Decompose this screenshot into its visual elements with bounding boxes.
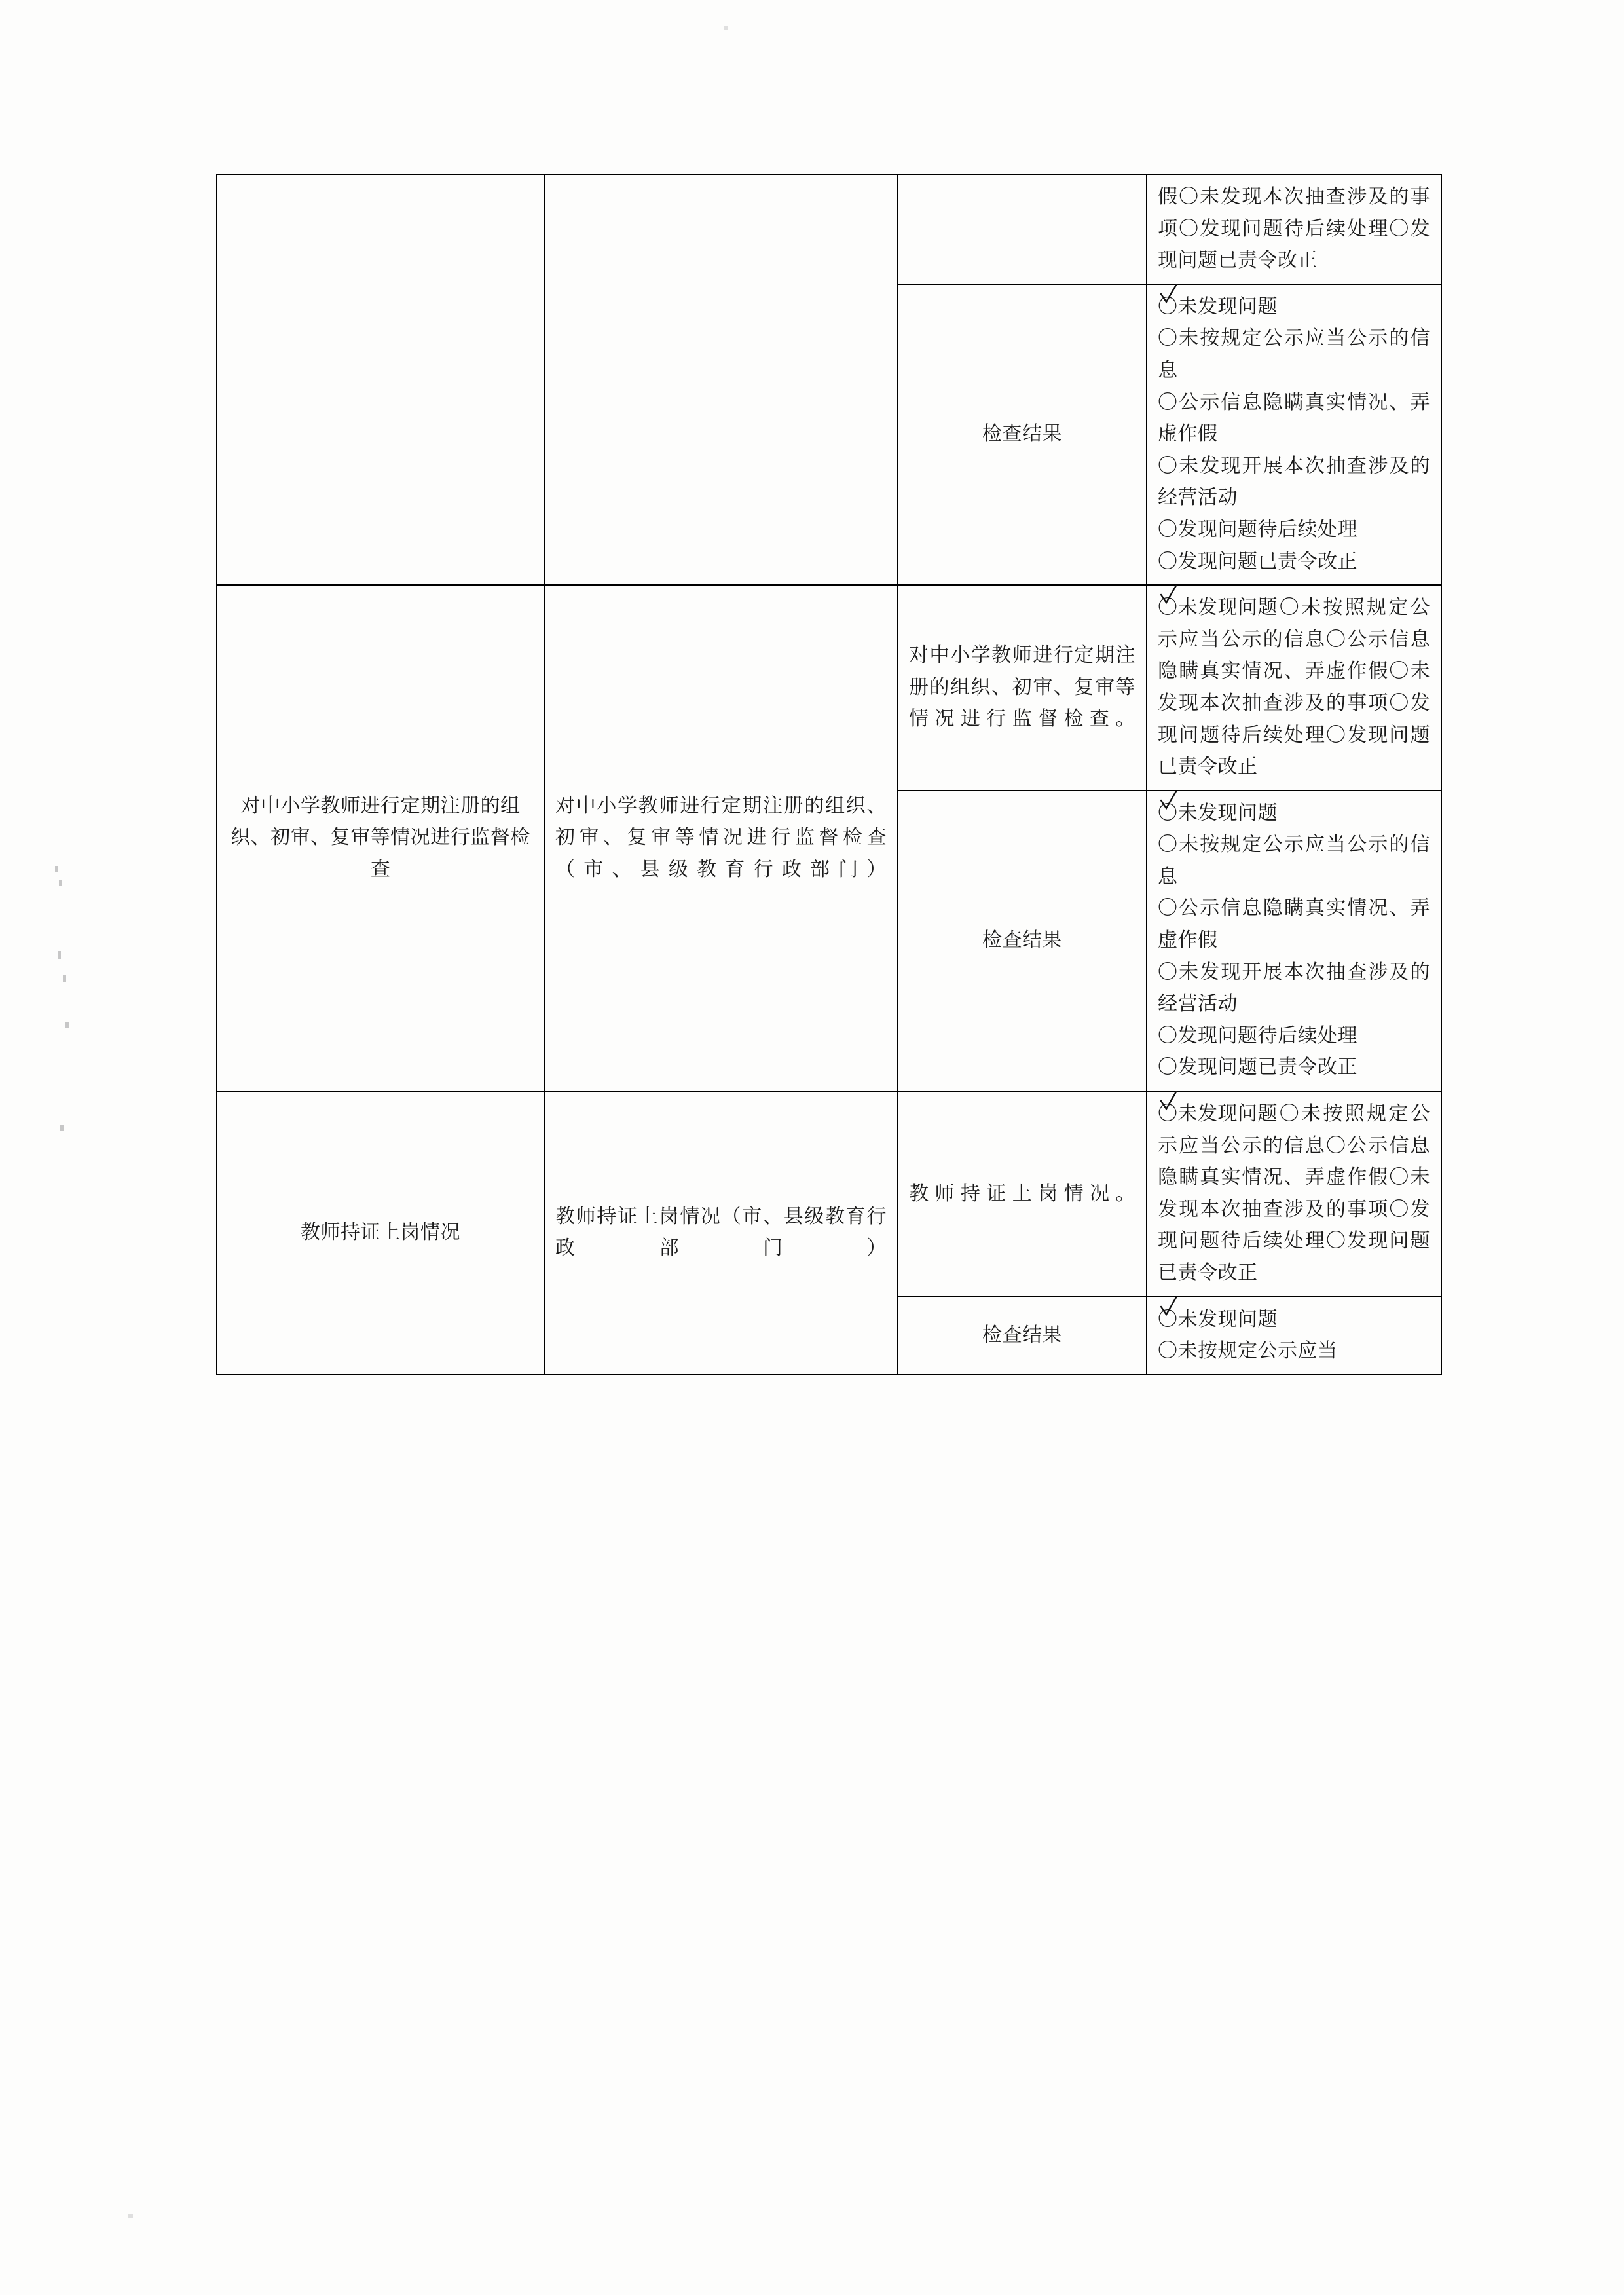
inline-option-label: 发现问题待后续处理 <box>1158 1198 1430 1252</box>
option-pending[interactable]: 〇发现问题待后续处理 <box>1158 1024 1357 1047</box>
scan-speck <box>128 2214 133 2218</box>
result-option-label: 发现问题已责令改正 <box>1177 550 1357 572</box>
option-no-activity[interactable]: 〇未发现开展本次抽查涉及的经营活动 <box>1158 961 1430 1015</box>
option-checked-no-issue[interactable]: 〇未发现问题 <box>1158 291 1278 324</box>
scan-speck <box>55 866 58 872</box>
result-option-label: 未发现开展本次抽查涉及的经营活动 <box>1158 455 1430 509</box>
option-no-disclosure[interactable]: 〇未按规定公示应当公示的信息 <box>1158 327 1430 381</box>
option-corrected[interactable]: 〇发现问题已责令改正 <box>1158 1056 1357 1079</box>
result-option-label: 未发现问题 <box>1177 1308 1278 1330</box>
result-option-label: 未按规定公示应当公示的信息 <box>1158 327 1430 381</box>
inline-option-label: 发现问题待后续处理 <box>1158 692 1430 746</box>
scan-speck <box>63 975 66 982</box>
row3-subject-cell: 教师持证上岗情况。 <box>898 1091 1147 1297</box>
result-option-label: 未按规定公示应当 <box>1177 1340 1338 1362</box>
option-no-disclosure-partial[interactable]: 〇未按规定公示应当 <box>1158 1340 1338 1362</box>
result-option-label: 未发现问题 <box>1177 802 1278 824</box>
row2-item-cell: 对中小学教师进行定期注册的组织、初审、复审等情况进行监督检查 <box>217 585 544 1091</box>
inline-option-label: 未发现本次抽查涉及的事项 <box>1158 1166 1430 1220</box>
scan-speck <box>60 1125 64 1131</box>
row3-inline-options <box>1147 1091 1441 1297</box>
option-concealed-info[interactable]: 〇公示信息隐瞒真实情况、弄虚作假 <box>1158 897 1430 952</box>
inline-option-label: 未按照规定公示应当公示的信息 <box>1158 1103 1431 1157</box>
option-corrected[interactable]: 〇发现问题已责令改正 <box>1158 550 1357 572</box>
partial-option-text: 假〇未发现本次抽查涉及的事项〇发现问题待后续处理〇发现问题已责令改正 <box>1158 186 1430 272</box>
result-option-label: 公示信息隐瞒真实情况、弄虚作假 <box>1158 391 1430 445</box>
inline-option-label: 未按照规定公示应当公示的信息 <box>1158 597 1431 650</box>
option-pending[interactable]: 〇发现问题待后续处理 <box>1158 692 1430 746</box>
result-option-label: 公示信息隐瞒真实情况、弄虚作假 <box>1158 897 1430 952</box>
inline-option-label: 发现问题已责令改正 <box>1158 1230 1430 1284</box>
scan-speck <box>724 26 728 30</box>
result-option-label: 未发现开展本次抽查涉及的经营活动 <box>1158 961 1430 1015</box>
result-option-label: 发现问题已责令改正 <box>1177 1056 1357 1079</box>
row3-result-label: 检查结果 <box>898 1297 1147 1375</box>
option-checked-no-issue[interactable]: 〇未发现问题 <box>1158 1304 1278 1336</box>
inspection-table-container <box>216 174 1441 1375</box>
option-concealed-info[interactable]: 〇公示信息隐瞒真实情况、弄虚作假 <box>1158 391 1430 445</box>
row2-result-options <box>1147 791 1441 1091</box>
option-corrected[interactable]: 〇发现问题已责令改正 <box>1158 1230 1430 1284</box>
row2-subject-cell: 对中小学教师进行定期注册的组织、初审、复审等情况进行监督检查。 <box>898 585 1147 791</box>
inline-option-label: 公示信息隐瞒真实情况、弄虚作假 <box>1158 628 1430 682</box>
scan-speck <box>65 1022 69 1028</box>
option-no-disclosure[interactable]: 〇未按照规定公示应当公示的信息 <box>1158 1103 1431 1157</box>
row1-content-cell <box>544 174 898 585</box>
row3-item-cell: 教师持证上岗情况 <box>217 1091 544 1375</box>
row1-result-label: 检查结果 <box>898 284 1147 585</box>
table-row <box>217 174 1441 284</box>
inline-option-label: 未发现问题 <box>1177 1103 1278 1125</box>
inline-option-label: 未发现问题 <box>1177 597 1278 619</box>
inspection-table <box>216 174 1442 1375</box>
check-mark-icon <box>1159 284 1179 306</box>
row3-content-cell: 教师持证上岗情况（市、县级教育行政部门） <box>544 1091 898 1375</box>
option-checked-no-issue[interactable]: 〇未发现问题 <box>1158 1098 1278 1130</box>
inline-option-label: 公示信息隐瞒真实情况、弄虚作假 <box>1158 1134 1430 1189</box>
option-corrected[interactable]: 〇发现问题已责令改正 <box>1158 724 1430 778</box>
result-option-label: 发现问题待后续处理 <box>1177 518 1357 540</box>
inline-option-label: 发现问题已责令改正 <box>1158 724 1430 778</box>
option-not-involved[interactable]: 〇未发现本次抽查涉及的事项 <box>1158 660 1430 714</box>
check-mark-icon <box>1159 790 1179 812</box>
option-pending[interactable]: 〇发现问题待后续处理 <box>1158 1198 1430 1252</box>
table-row <box>217 1091 1441 1297</box>
option-checked-no-issue[interactable]: 〇未发现问题 <box>1158 592 1278 624</box>
option-concealed-info[interactable]: 〇公示信息隐瞒真实情况、弄虚作假 <box>1158 628 1430 682</box>
row1-result-options <box>1147 284 1441 585</box>
check-mark-icon <box>1159 1296 1179 1318</box>
check-mark-icon <box>1159 1091 1179 1113</box>
inline-option-label: 未发现本次抽查涉及的事项 <box>1158 660 1430 714</box>
option-no-activity[interactable]: 〇未发现开展本次抽查涉及的经营活动 <box>1158 455 1430 509</box>
row1-partial-options <box>1147 174 1441 284</box>
row3-result-options-truncated <box>1147 1297 1441 1375</box>
option-pending[interactable]: 〇发现问题待后续处理 <box>1158 518 1357 540</box>
result-option-label: 未发现问题 <box>1177 295 1278 318</box>
option-no-disclosure[interactable]: 〇未按规定公示应当公示的信息 <box>1158 834 1430 887</box>
option-not-involved[interactable]: 〇未发现本次抽查涉及的事项 <box>1158 1166 1430 1220</box>
table-row <box>217 585 1441 791</box>
scan-speck <box>59 880 62 886</box>
row1-subject-cell <box>898 174 1147 284</box>
scan-speck <box>58 951 61 959</box>
check-mark-icon <box>1159 584 1179 606</box>
row1-item-cell <box>217 174 544 585</box>
option-no-disclosure[interactable]: 〇未按照规定公示应当公示的信息 <box>1158 597 1431 650</box>
option-checked-no-issue[interactable]: 〇未发现问题 <box>1158 798 1278 830</box>
row2-result-label: 检查结果 <box>898 791 1147 1091</box>
row2-content-cell: 对中小学教师进行定期注册的组织、初审、复审等情况进行监督检查（市、县级教育行政部门） <box>544 585 898 1091</box>
result-option-label: 发现问题待后续处理 <box>1177 1024 1357 1047</box>
option-concealed-info[interactable]: 〇公示信息隐瞒真实情况、弄虚作假 <box>1158 1134 1430 1189</box>
row2-inline-options <box>1147 585 1441 791</box>
result-option-label: 未按规定公示应当公示的信息 <box>1158 834 1430 887</box>
